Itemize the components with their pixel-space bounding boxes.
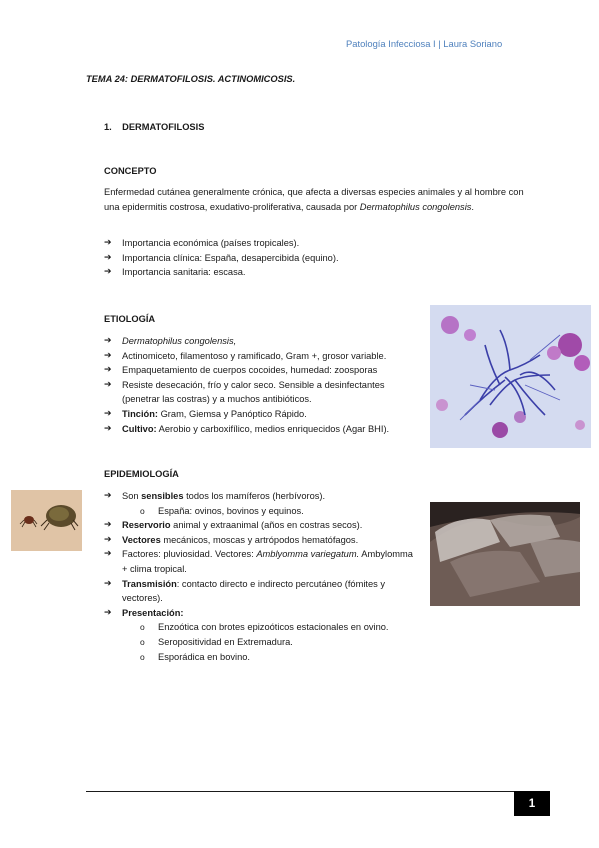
text: Son <box>122 491 142 501</box>
sub-list-item: o Seropositividad en Extremadura. <box>140 635 416 650</box>
epidemiologia-list <box>104 489 416 664</box>
label-sensibles: sensibles <box>141 491 184 501</box>
concepto-heading: CONCEPTO <box>104 166 157 176</box>
epidemiologia-heading: EPIDEMIOLOGÍA <box>104 469 179 479</box>
list-item <box>104 407 416 422</box>
section-heading <box>104 120 204 135</box>
label-tincion: Tinción: <box>122 408 158 419</box>
etiologia-list <box>104 334 416 436</box>
list-item: ➔ Importancia económica (países tropicales). <box>104 236 524 251</box>
label-vectores: Vectores <box>122 534 161 545</box>
label-reservorio: Reservorio <box>122 520 171 531</box>
text: Ambylomma + clima tropical. <box>122 549 413 574</box>
sub-list-item: o Esporádica en bovino. <box>140 650 416 665</box>
vector-name: Amblyomma variegatum. <box>256 549 360 560</box>
list-item: ➔ Importancia clínica: España, desapercibida (equino). <box>104 251 524 266</box>
text: Factores: pluviosidad. Vectores: <box>122 549 257 560</box>
tincion-text: Gram, Giemsa y Panóptico Rápido. <box>157 408 307 419</box>
list-item: ➔ Importancia sanitaria: escasa. <box>104 265 524 280</box>
page-header: Patología Infecciosa I | Laura Soriano <box>346 38 503 49</box>
etiologia-heading: ETIOLOGÍA <box>104 314 156 324</box>
label-presentacion: Presentación: <box>122 607 184 618</box>
text: animal y extraanimal (años en costras secos). <box>170 520 363 531</box>
list-item: ➔ Resiste desecación, frío y calor seco. Sensible a desinfectantes (penetrar las costras) y a muchos antibióticos. <box>104 378 416 407</box>
text: todos los mamíferos (herbívoros). <box>183 491 326 501</box>
concepto-list <box>104 236 524 280</box>
cultivo-text: Aerobio y carboxifílico, medios enriquecidos (Agar BHI). <box>156 423 390 434</box>
lesion-image <box>430 502 580 606</box>
concepto-text-end: . <box>471 201 475 212</box>
list-item <box>104 518 416 533</box>
concepto-paragraph <box>104 185 524 214</box>
list-item <box>104 489 416 518</box>
organism-name: Dermatophilus congolensis, <box>122 336 237 346</box>
sub-list-item: o Enzoótica con brotes epizoóticos estacionales en ovino. <box>140 620 416 635</box>
list-item: ➔ Actinomiceto, filamentoso y ramificado, Gram +, grosor variable. <box>104 349 416 364</box>
footer-rule <box>86 791 514 792</box>
list-item <box>104 422 416 437</box>
text: mecánicos, moscas y artrópodos hematófagos. <box>160 534 359 545</box>
chapter-title: TEMA 24: DERMATOFILOSIS. ACTINOMICOSIS. <box>86 74 296 84</box>
micrograph-image <box>430 305 591 448</box>
label-cultivo: Cultivo: <box>122 423 157 434</box>
list-item <box>104 547 416 576</box>
section-label: DERMATOFILOSIS <box>122 122 205 132</box>
sub-list-item: o España: ovinos, bovinos y equinos. <box>140 504 416 519</box>
tick-image <box>11 490 82 551</box>
section-number: 1. <box>104 122 112 132</box>
page-number: 1 <box>514 791 550 816</box>
label-transmision: Transmisión <box>122 578 177 589</box>
text: : contacto directo e indirecto percutáneo (fómites y vectores). <box>122 578 386 604</box>
sub-list <box>140 504 416 519</box>
sub-list <box>140 620 416 664</box>
concepto-organism: Dermatophilus congolensis <box>359 201 472 212</box>
list-item <box>104 533 416 548</box>
list-item <box>104 606 416 664</box>
list-item <box>104 334 416 349</box>
list-item <box>104 577 416 606</box>
concepto-text: Enfermedad cutánea generalmente crónica, que afecta a diversas especies animales y al hombre con una epidermitis costrosa, exudativo-proliferativa, causada por <box>104 187 524 212</box>
list-item: ➔ Empaquetamiento de cuerpos cocoides, humedad: zoosporas <box>104 363 416 378</box>
